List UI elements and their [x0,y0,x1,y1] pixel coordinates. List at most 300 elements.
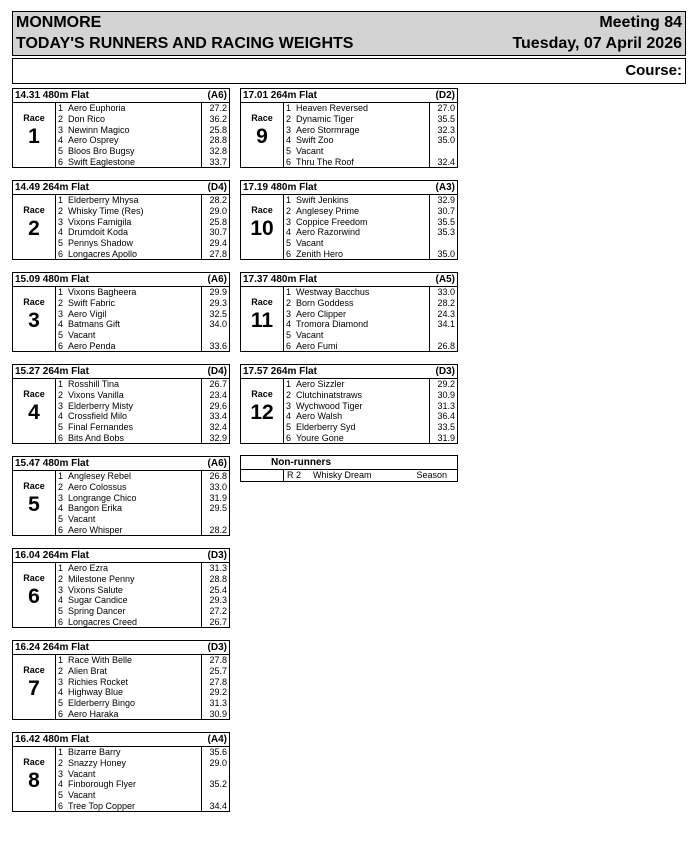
race-number: 12 [250,401,274,424]
runner-weight: 27.8 [209,655,227,665]
runner-row [56,217,231,228]
runner-name: Born Goddess [296,297,354,308]
runner-weight: 29.6 [209,400,227,411]
trap-number: 6 [58,249,64,259]
runner-row [56,606,231,617]
runner-name: Zenith Hero [296,249,344,259]
trap-number: 4 [286,411,292,422]
runner-weight: 31.3 [437,400,455,411]
runner-name: Elderberry Mhysa [68,195,139,205]
runner-row [284,195,459,206]
runner-name: Aero Whisper [68,525,123,535]
runner-weight: 29.4 [209,238,227,249]
runner-row [56,617,231,628]
trap-number: 5 [286,146,292,157]
header [12,11,686,56]
runner-weight: 30.7 [209,227,227,238]
runner-row [56,401,231,412]
runner-list [55,379,231,444]
runner-name: Batmans Gift [68,319,121,330]
runner-weight: 23.4 [209,389,227,400]
race-card [12,180,230,260]
runner-row [284,227,459,238]
trap-number: 4 [58,227,64,238]
race-number: 4 [28,401,40,424]
runner-name: Wychwood Tiger [296,400,363,411]
race-card [12,548,230,628]
race-number: 8 [28,769,40,792]
race-word: Race [251,389,273,399]
trap-number: 6 [58,525,64,535]
runner-name: Vacant [296,146,324,157]
runner-row [56,379,231,390]
runner-weight: 31.3 [209,698,227,709]
runner-row [284,287,459,298]
runner-name: Crossfield Milo [68,411,128,422]
page-subtitle: TODAY'S RUNNERS AND RACING WEIGHTS [16,35,354,52]
runner-weight: 28.2 [437,297,455,308]
runner-weight: 24.3 [437,308,455,319]
runner-name: Finborough Flyer [68,779,137,790]
runner-name: Swift Jenkins [296,195,349,205]
runner-row [56,422,231,433]
runner-name: Aero Euphoria [68,103,126,113]
trap-number: 1 [58,379,64,389]
runner-name: Vixons Famigila [68,216,132,227]
runner-row [284,135,459,146]
race-title: 17.37 480m Flat [243,274,317,285]
runner-name: Richies Rocket [68,676,129,687]
runner-row [56,709,231,720]
runner-weight: 31.3 [209,563,227,573]
trap-number: 2 [286,113,292,124]
trap-number: 6 [58,157,64,167]
runner-row [284,319,459,330]
trap-number: 1 [58,287,64,297]
trap-number: 2 [58,665,64,676]
runner-list [283,379,459,444]
course-label: Course: [625,62,682,79]
trap-number: 1 [286,103,292,113]
runner-row [56,195,231,206]
trap-number: 5 [58,606,64,617]
race-title-bar [13,365,229,379]
trap-number: 3 [58,768,64,779]
runner-row [56,146,231,157]
race-title: 16.04 264m Flat [15,550,89,561]
race-grade: (D4) [207,366,227,377]
runner-name: Aero Walsh [296,411,343,422]
runner-name: Aero Razorwind [296,227,361,238]
runner-name: Aero Ezra [68,563,109,573]
runner-name: Tree Top Copper [68,801,136,811]
runner-weight: 35.5 [437,216,455,227]
trap-number: 2 [58,389,64,400]
race-grade: (A3) [435,182,455,193]
runner-weight: 29.3 [209,595,227,606]
race-word: Race [23,665,45,675]
runner-row [56,758,231,769]
race-word: Race [23,297,45,307]
runner-row [284,411,459,422]
runner-name: Bloos Bro Bugsy [68,146,135,157]
trap-number: 2 [58,113,64,124]
runner-row [56,319,231,330]
runner-row [56,135,231,146]
race-number: 9 [256,125,268,148]
trap-number: 1 [286,287,292,297]
runner-row [56,585,231,596]
runner-weight: 35.0 [437,135,455,146]
race-card [240,88,458,168]
race-card [12,640,230,720]
race-label [13,103,55,168]
runner-row [56,595,231,606]
trap-number: 6 [286,433,292,443]
trap-number: 2 [58,573,64,584]
trap-number: 3 [286,216,292,227]
race-title: 16.42 480m Flat [15,734,89,745]
runner-weight: 28.2 [209,195,227,205]
runner-weight: 27.0 [437,103,455,113]
trap-number: 4 [58,135,64,146]
runner-weight: 26.7 [209,379,227,389]
trap-number: 2 [286,205,292,216]
trap-number: 2 [58,297,64,308]
runner-name: Coppice Freedom [296,216,368,227]
runner-row [56,114,231,125]
race-word: Race [23,389,45,399]
runner-weight: 28.8 [209,135,227,146]
runner-name: Vacant [68,330,96,341]
race-label [13,747,55,812]
runner-row [284,401,459,412]
race-label [13,379,55,444]
runner-weight: 33.4 [209,411,227,422]
trap-number: 6 [286,341,292,351]
race-title: 14.31 480m Flat [15,90,89,101]
runner-row [56,514,231,525]
runner-weight: 33.6 [209,341,227,351]
runner-name: Dynamic Tiger [296,113,354,124]
race-title: 16.24 264m Flat [15,642,89,653]
runner-name: Bangon Erika [68,503,123,514]
race-title-bar [241,273,457,287]
runner-list [283,103,459,168]
trap-number: 3 [58,308,64,319]
race-label [13,563,55,628]
race-title-bar [13,457,229,471]
runner-weight: 29.5 [209,503,227,514]
trap-number: 2 [58,757,64,768]
race-label [13,195,55,260]
runner-row [56,655,231,666]
trap-number: 2 [286,297,292,308]
runner-row [56,411,231,422]
runner-weight: 32.4 [209,422,227,433]
runner-list [55,655,231,720]
race-grade: (D2) [435,90,455,101]
trap-number: 4 [286,227,292,238]
runner-weight: 29.3 [209,297,227,308]
runner-list [55,747,231,812]
runner-row [56,206,231,217]
race-grade: (A4) [207,734,227,745]
runner-list [55,287,231,352]
runner-row [56,677,231,688]
race-word: Race [23,205,45,215]
race-number: 2 [28,217,40,240]
runner-list [55,103,231,168]
runner-row [56,482,231,493]
trap-number: 3 [58,400,64,411]
trap-number: 6 [58,341,64,351]
race-grade: (D3) [435,366,455,377]
race-number: 1 [28,125,40,148]
trap-number: 5 [58,790,64,801]
runner-name: Sugar Candice [68,595,128,606]
runner-name: Aero Penda [68,341,116,351]
runner-row [56,103,231,114]
race-word: Race [251,205,273,215]
runner-row [284,298,459,309]
runner-row [284,125,459,136]
trap-number: 3 [58,216,64,227]
trap-number: 5 [58,238,64,249]
runner-row [56,287,231,298]
runner-name: Final Fernandes [68,422,134,433]
runner-weight: 27.2 [209,606,227,617]
runner-weight: 33.0 [437,287,455,297]
runner-weight: 30.9 [437,389,455,400]
runner-list [283,287,459,352]
non-runner-name: Whisky Dream [313,470,372,480]
runner-name: Thru The Roof [296,157,354,167]
runner-row [56,238,231,249]
trap-number: 3 [58,584,64,595]
runner-name: Swift Zoo [296,135,334,146]
race-word: Race [23,573,45,583]
trap-number: 5 [58,698,64,709]
runner-weight: 27.8 [209,676,227,687]
trap-number: 3 [58,124,64,135]
race-grade: (D3) [207,642,227,653]
runner-row [56,779,231,790]
race-word: Race [23,481,45,491]
trap-number: 1 [58,471,64,481]
race-number: 6 [28,585,40,608]
runner-weight: 26.8 [209,471,227,481]
non-runner-reason: Season [416,470,447,480]
runner-list [55,195,231,260]
race-title-bar [13,549,229,563]
trap-number: 4 [58,411,64,422]
runner-row [56,125,231,136]
trap-number: 1 [58,103,64,113]
runner-row [284,238,459,249]
runner-row [56,747,231,758]
race-grade: (A6) [207,274,227,285]
runner-row [284,103,459,114]
runner-name: Whisky Time (Res) [68,205,144,216]
course-bar [12,58,686,84]
runner-weight: 32.9 [209,433,227,443]
runner-row [284,146,459,157]
runner-name: Longacres Apollo [68,249,138,259]
race-title-bar [241,365,457,379]
runner-name: Spring Dancer [68,606,126,617]
trap-number: 4 [58,595,64,606]
runner-weight: 33.0 [209,481,227,492]
race-number: 7 [28,677,40,700]
runner-row [284,341,459,352]
runner-row [56,493,231,504]
runner-weight: 34.4 [209,801,227,811]
meeting-number: Meeting 84 [599,14,682,31]
runner-weight: 33.7 [209,157,227,167]
runner-row [56,503,231,514]
race-label [13,655,55,720]
runner-row [56,433,231,444]
trap-number: 1 [58,563,64,573]
trap-number: 4 [58,687,64,698]
race-title-bar [13,273,229,287]
runner-row [56,471,231,482]
runner-name: Vixons Salute [68,584,123,595]
runner-row [284,422,459,433]
race-label [241,379,283,444]
race-title-bar [241,181,457,195]
runner-row [284,206,459,217]
race-grade: (D4) [207,182,227,193]
race-title-bar [241,89,457,103]
race-label [241,195,283,260]
runner-name: Aero Clipper [296,308,347,319]
runner-list [283,195,459,260]
runner-name: Snazzy Honey [68,757,127,768]
runner-row [284,249,459,260]
runner-name: Anglesey Prime [296,205,360,216]
runner-weight: 28.8 [209,573,227,584]
trap-number: 2 [58,205,64,216]
race-title-bar [13,181,229,195]
runner-row [284,309,459,320]
trap-number: 5 [286,422,292,433]
runner-name: Elderberry Bingo [68,698,136,709]
non-runners-title: Non-runners [271,457,331,468]
runner-row [56,390,231,401]
runner-name: Pennys Shadow [68,238,134,249]
runner-name: Bits And Bobs [68,433,125,443]
runner-name: Clutchinatstraws [296,389,363,400]
trap-number: 4 [58,779,64,790]
runner-name: Alien Brat [68,665,108,676]
trap-number: 2 [58,481,64,492]
race-title: 17.01 264m Flat [243,90,317,101]
runner-weight: 25.7 [209,665,227,676]
runner-weight: 28.2 [209,525,227,535]
runner-weight: 29.0 [209,205,227,216]
runner-weight: 29.0 [209,757,227,768]
runner-name: Anglesey Rebel [68,471,132,481]
trap-number: 3 [286,308,292,319]
runner-row [56,687,231,698]
trap-number: 6 [58,433,64,443]
race-label [13,287,55,352]
runner-name: Vacant [68,768,96,779]
runner-name: Vacant [296,330,324,341]
runner-name: Aero Fumi [296,341,338,351]
runner-row [56,790,231,801]
runner-name: Elderberry Syd [296,422,356,433]
runner-name: Elderberry Misty [68,400,134,411]
trap-number: 3 [58,492,64,503]
runner-name: Vacant [68,790,96,801]
race-card [12,456,230,536]
runner-name: Westway Bacchus [296,287,370,297]
runner-weight: 27.2 [209,103,227,113]
trap-number: 1 [58,195,64,205]
runner-weight: 35.6 [209,747,227,757]
trap-number: 6 [58,709,64,719]
runner-weight: 33.5 [437,422,455,433]
runner-weight: 29.2 [437,379,455,389]
runner-row [284,217,459,228]
race-number: 11 [250,309,274,332]
trap-number: 1 [286,195,292,205]
runner-weight: 29.9 [209,287,227,297]
meeting-date: Tuesday, 07 April 2026 [512,35,682,52]
runner-list [55,471,231,536]
race-card [240,180,458,260]
race-grade: (D3) [207,550,227,561]
trap-number: 4 [58,319,64,330]
race-word: Race [23,113,45,123]
track-name: MONMORE [16,14,102,31]
trap-number: 4 [286,135,292,146]
runner-row [284,433,459,444]
runner-weight: 30.7 [437,205,455,216]
trap-number: 6 [58,801,64,811]
runner-name: Youre Gone [296,433,344,443]
trap-number: 6 [286,249,292,259]
trap-number: 6 [58,617,64,627]
runner-row [56,298,231,309]
runner-weight: 25.8 [209,216,227,227]
trap-number: 2 [286,389,292,400]
race-title: 15.47 480m Flat [15,458,89,469]
runner-weight: 31.9 [437,433,455,443]
runner-name: Vixons Bagheera [68,287,137,297]
runner-name: Aero Osprey [68,135,119,146]
runner-weight: 35.0 [437,249,455,259]
runner-weight: 36.2 [209,113,227,124]
race-word: Race [251,297,273,307]
trap-number: 5 [58,330,64,341]
runner-row [56,801,231,812]
runner-name: Tromora Diamond [296,319,369,330]
trap-number: 1 [286,379,292,389]
race-title-bar [13,89,229,103]
non-runner-race: R 2 [287,470,302,480]
runner-weight: 31.9 [209,492,227,503]
runner-name: Race With Belle [68,655,133,665]
runner-row [56,157,231,168]
trap-number: 4 [286,319,292,330]
race-number: 3 [28,309,40,332]
race-title: 17.19 480m Flat [243,182,317,193]
runner-row [56,525,231,536]
